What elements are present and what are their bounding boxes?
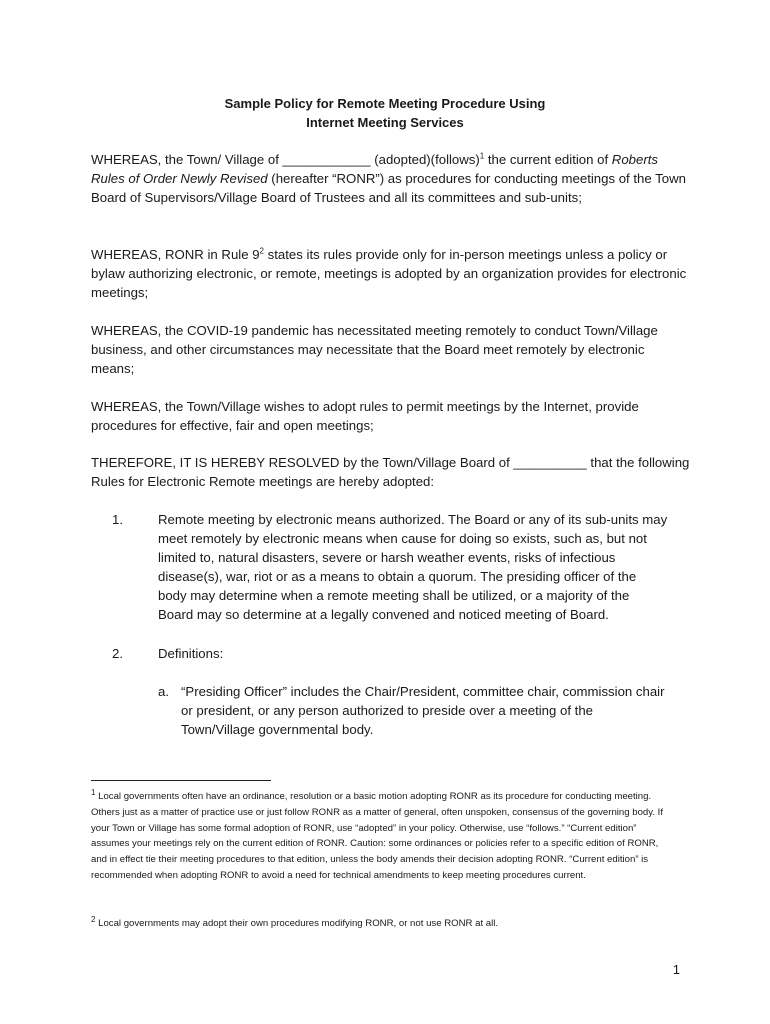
footnote-separator (91, 780, 271, 781)
page-title (0, 94, 770, 132)
footnote-1 (91, 789, 671, 884)
title-line-1: Sample Policy for Remote Meeting Procedure Using (224, 96, 546, 111)
footnote-2-number: 2 (91, 914, 96, 924)
whereas-paragraph-1 (91, 150, 691, 207)
p1-text-a: WHEREAS, the Town/ Village of ____________ (adopted)(follows) (91, 152, 480, 167)
list-item-text: Definitions: (158, 646, 224, 661)
list-item-number: 2. (112, 646, 123, 661)
p2-text-a: WHEREAS, RONR in Rule 9 (91, 247, 260, 262)
whereas-paragraph-2 (91, 245, 691, 302)
footnote-1-text: Local governments often have an ordinance, resolution or a basic motion adopting RONR as its procedure for conducting meeting. Others just as a matter of practice use or just follow RONR as a matter of general, often unspoken, consensus of the governing body. If your Town or Village has some formal adoption of RONR, use “adopted” in your policy. Otherwise, use “follows.” “Current edition” assumes your meetings rely on the current edition of RONR. Caution: some ordinances or policies refer to a specific edition of RONR, and in effect tie their meeting procedures to that edition, unless the body amends their decision adopting RONR. “Current edition” is recommended when adopting RONR to avoid a need for technical amendments to keep meeting procedures current. (91, 791, 664, 881)
therefore-paragraph: THEREFORE, IT IS HEREBY RESOLVED by the Town/Village Board of __________ that the following Rules for Electronic Remote meetings are hereby adopted: (91, 455, 690, 489)
footnote-ref-1[interactable]: 1 (479, 151, 485, 161)
whereas-paragraph-3: WHEREAS, the COVID-19 pandemic has necessitated meeting remotely to conduct Town/Village business, and other circumstances may necessitate that the Board meet remotely by electronic means; (91, 323, 658, 376)
p1-italic-title: Roberts Rules of Order Newly Revised (91, 152, 658, 186)
whereas-paragraph-4: WHEREAS, the Town/Village wishes to adopt rules to permit meetings by the Internet, provide procedures for effective, fair and open meetings; (91, 399, 639, 433)
footnote-2 (91, 916, 671, 932)
footnote-ref-2[interactable]: 2 (259, 246, 264, 256)
footnote-1-number: 1 (91, 787, 96, 797)
sub-item-letter: a. (158, 684, 169, 699)
sub-item-text: “Presiding Officer” includes the Chair/President, committee chair, commission chair or president, or any person authorized to preside over a meeting of the Town/Village governmental body. (181, 684, 665, 737)
footnote-2-text: Local governments may adopt their own procedures modifying RONR, or not use RONR at all. (95, 918, 499, 929)
title-line-2: Internet Meeting Services (306, 115, 464, 130)
p1-text-c: (hereafter “RONR”) as procedures for conducting meetings of the Town Board of Supervisors/Village Board of Trustees and all its committees and sub-units; (91, 171, 686, 205)
p1-text-b: the current edition of (484, 152, 612, 167)
list-item-number: 1. (112, 512, 123, 527)
p2-text-b: states its rules provide only for in-person meetings unless a policy or bylaw authorizing electronic, or remote, meetings is adopted by an organization provides for electronic meetings; (91, 247, 687, 300)
page-number: 1 (672, 962, 680, 977)
list-item-text: Remote meeting by electronic means authorized. The Board or any of its sub-units may meet remotely by electronic means when cause for doing so exists, such as, but not limited to, natural disasters, severe or harsh weather events, risks of infectious disease(s), war, riot or as a means to obtain a quorum. The presiding officer of the body may determine when a remote meeting shall be utilized, or a majority of the Board may so determine at a legally convened and noticed meeting of Board. (158, 512, 668, 622)
